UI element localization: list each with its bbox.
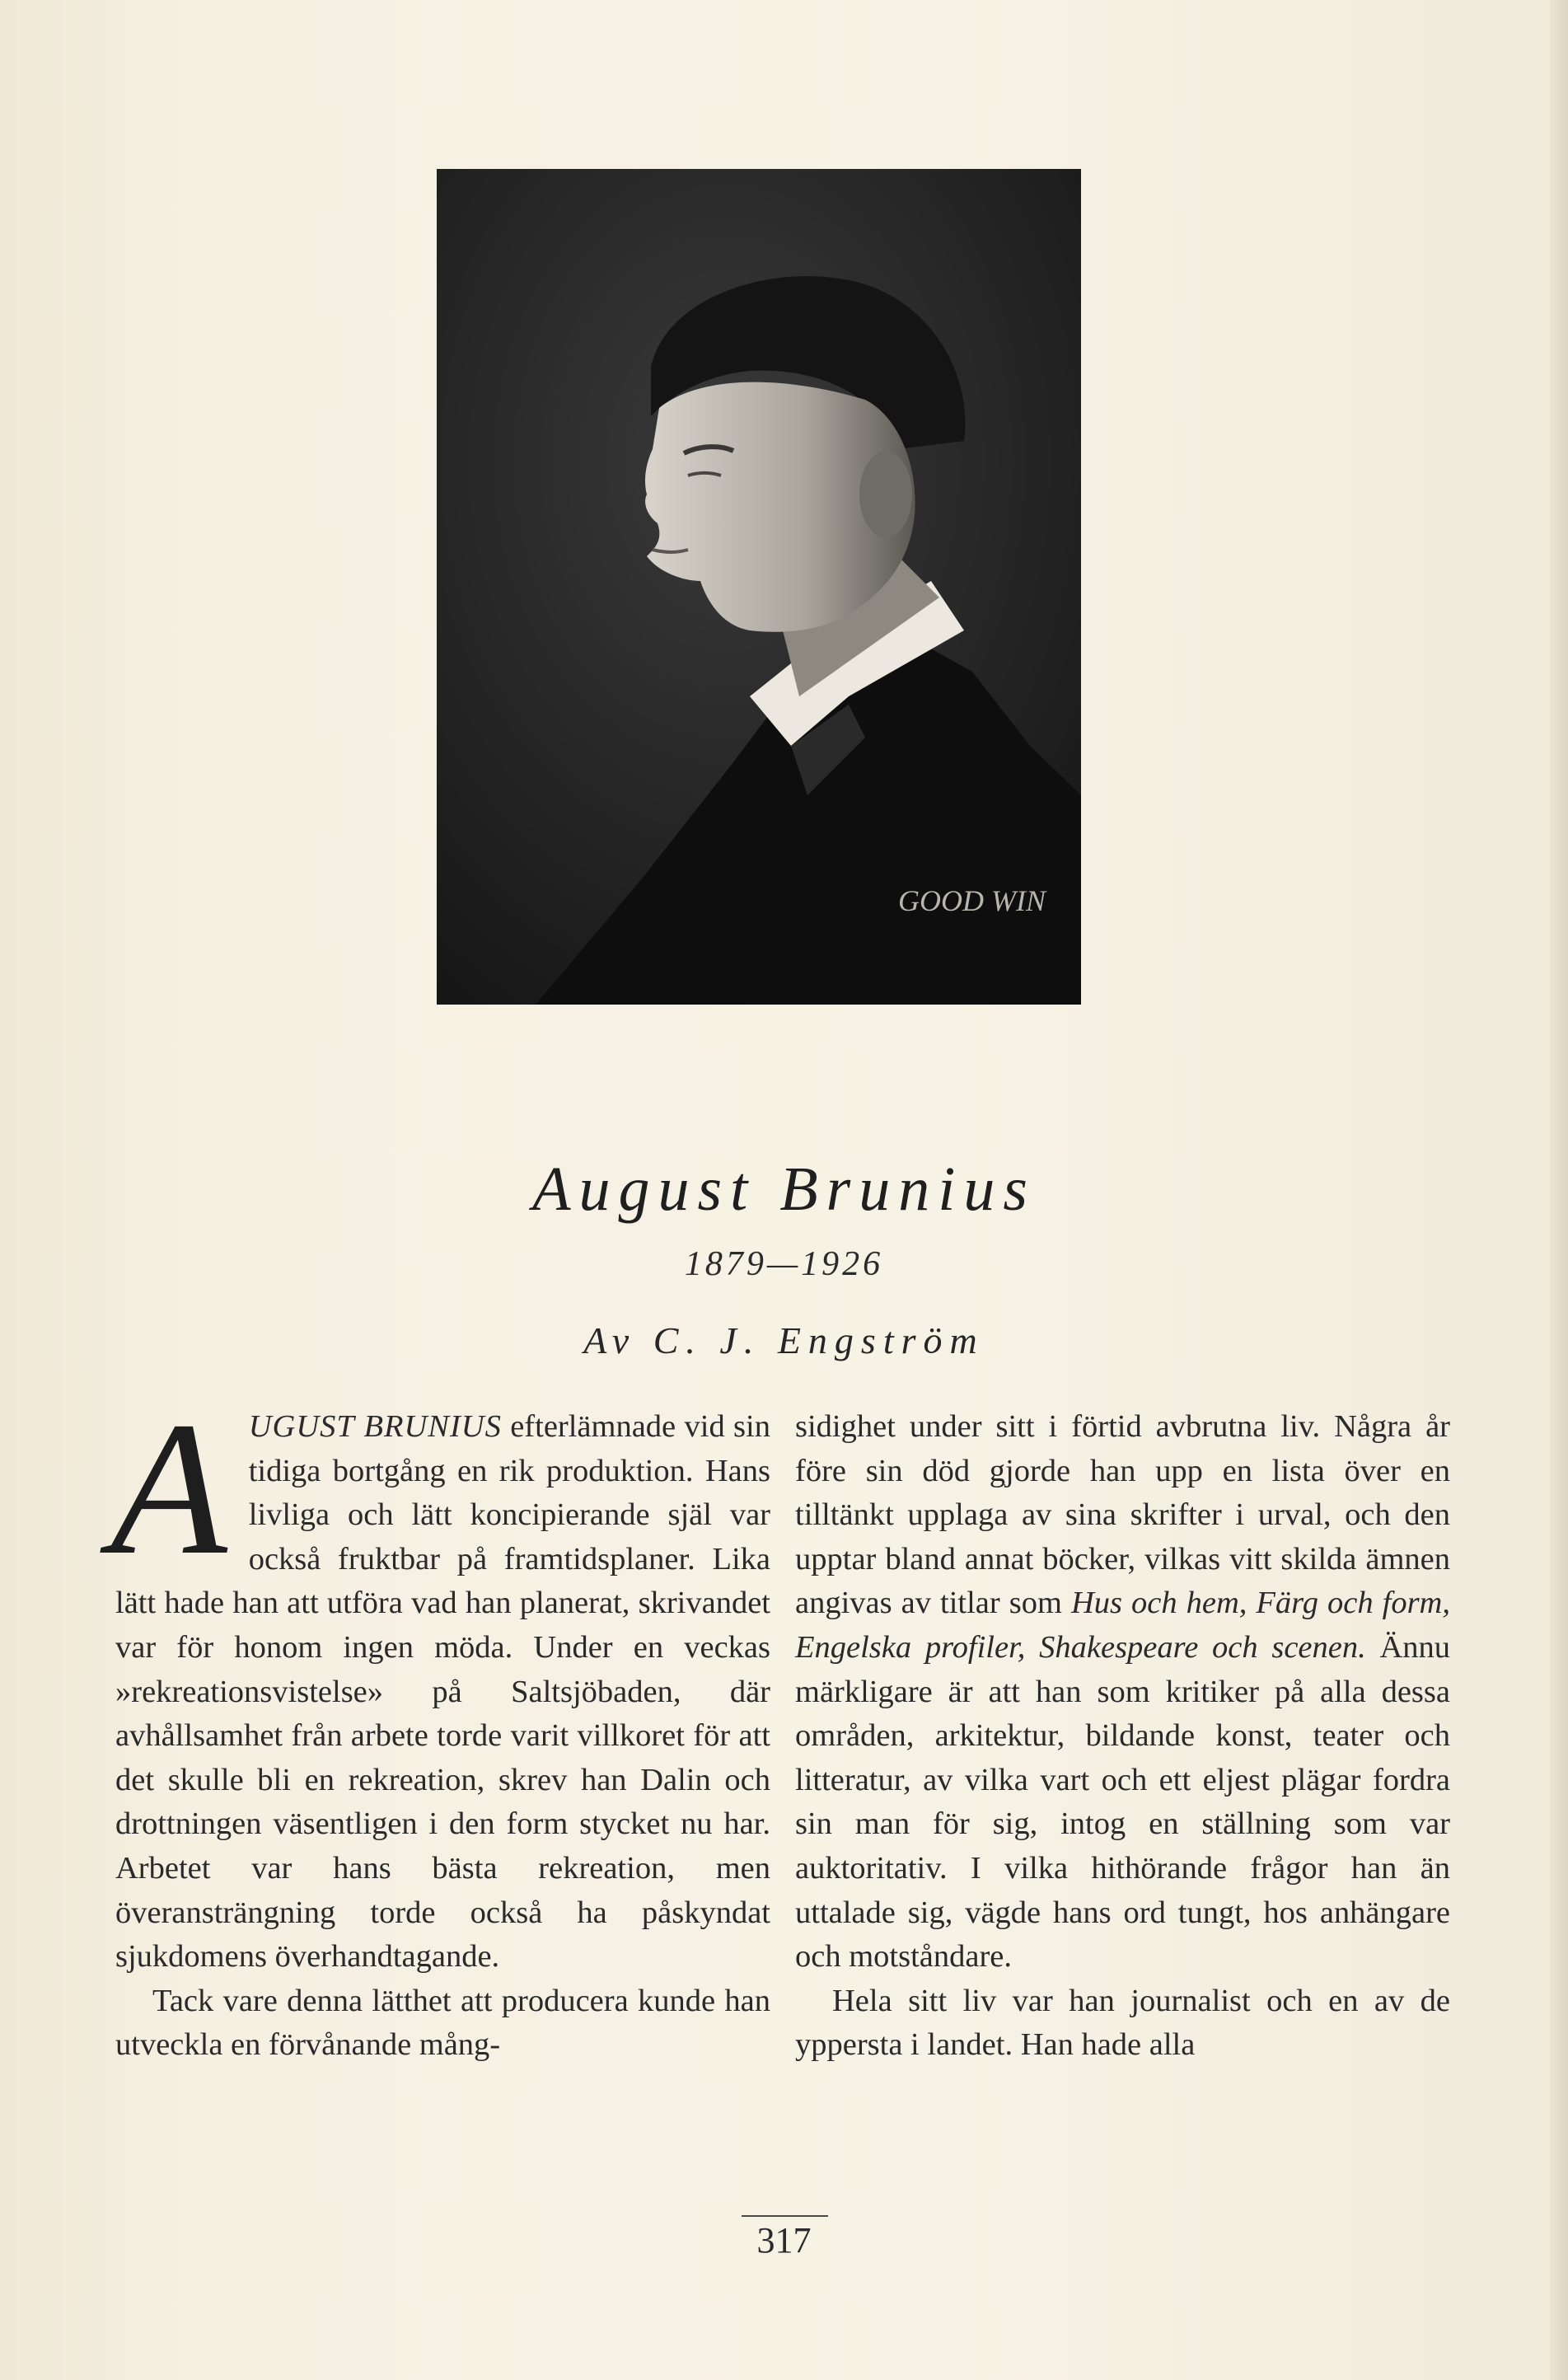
paragraph-text: Ännu märkligare är att han som kritiker på alla dessa områden, arkitektur, bildande konst, teater och litteratur, av vilka vart och ett eljest plägar fordra sin man för sig, intog en ställning som var auktoritativ. I vilka hithörande frågor han än uttalade sig, vägde hans ord tungt, hos anhängare och motståndare. [795,1629,1451,1975]
byline: Av C. J. Engström [583,1319,985,1361]
paragraph [110,1383,770,1979]
paragraph [795,1405,1450,1979]
page-number: 317 [756,2220,812,2261]
life-dates: 1879—1926 [684,1245,884,1283]
book-titles: Hus och hem, Färg och form, Engelska profiler, Shakespeare och scenen. [795,1586,1450,1665]
lead-name: UGUST BRUNIUS [248,1409,502,1444]
photographer-signature: GOOD WIN [898,884,1046,917]
portrait-photo [437,169,1081,1005]
paragraph-text: efterlämnade vid sin tidiga bortgång en rik produktion. Hans livliga och lätt koncipierande själ var också fruktbar på framtidsplaner. Lika lätt hade han att utföra vad han planerat, skrivandet var för honom ingen möda. Under en veckas »rekreationsvistelse» på Saltsjöbaden, där avhållsamhet från arbete torde varit villkoret för att det skulle bli en rekreation, skrev han Dalin och drottningen väsentligen i den form stycket nu har. Arbetet var hans bästa rekreation, men överansträngning torde också ha påskyndat sjukdomens överhandtagande. [115,1409,770,1975]
paragraph: Tack vare denna lätthet att producera kunde han utveckla en förvånande mång- [115,1983,770,2063]
article-title: August Brunius [532,1155,1036,1224]
paragraph-text: sidighet under sitt i förtid avbrutna liv. Några år före sin död gjorde han upp en lista över en tilltänkt upplaga av sina skrifter i urval, och den upptar bland annat böcker, vilkas vitt skilda ämnen angivas av titlar som [795,1409,1450,1621]
column-left [110,1383,770,2068]
drop-cap: A [110,1383,227,1595]
paragraph: Hela sitt liv var han journalist och en av de yppersta i landet. Han hade alla [795,1983,1450,2063]
column-right [795,1405,1450,2068]
page-number-rule [742,2215,828,2217]
